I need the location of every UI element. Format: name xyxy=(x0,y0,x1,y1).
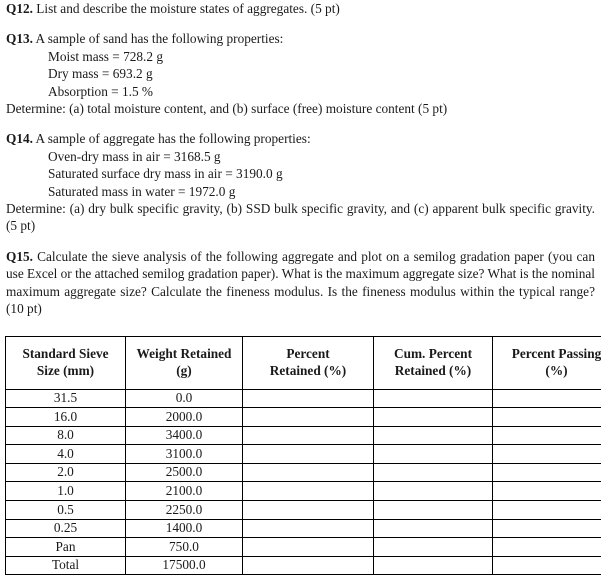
cell-sieve-size: 0.5 xyxy=(6,501,126,520)
table-row xyxy=(6,501,601,520)
q15-intro: Calculate the sieve analysis of the following aggregate and plot on a semilog gradation paper (you can use Excel or the attached semilog gradation paper). What is the maximum aggregate size? What is the nominal maximum aggregate size? Calculate the fineness modulus. Is the fineness modulus within the typical range? (10 pt) xyxy=(6,249,595,316)
q14-prompt xyxy=(6,130,595,147)
cell-cum-percent-retained[interactable] xyxy=(374,501,493,520)
cell-weight-retained: 3400.0 xyxy=(126,426,243,445)
cell-cum-percent-retained[interactable] xyxy=(374,556,493,575)
question-q15 xyxy=(0,248,601,318)
cell-percent-passing[interactable] xyxy=(493,445,601,464)
cell-weight-retained: 2000.0 xyxy=(126,408,243,427)
cell-sieve-size: Total xyxy=(6,556,126,575)
cell-cum-percent-retained[interactable] xyxy=(374,482,493,501)
cell-percent-passing[interactable] xyxy=(493,426,601,445)
spacer xyxy=(0,117,601,130)
q12-prompt xyxy=(6,0,595,17)
column-header-percent-retained-line2: Retained (%) xyxy=(245,363,371,380)
cell-percent-passing[interactable] xyxy=(493,538,601,557)
table-row xyxy=(6,538,601,557)
q15-label: Q15. xyxy=(6,249,33,264)
question-q12 xyxy=(0,0,601,17)
column-header-cum-percent-retained xyxy=(374,336,493,389)
q14-item-1: Saturated surface dry mass in air = 3190.0 g xyxy=(6,165,595,182)
cell-weight-retained: 17500.0 xyxy=(126,556,243,575)
cell-percent-retained[interactable] xyxy=(243,389,374,408)
q15-prompt xyxy=(6,248,595,318)
q14-label: Q14. xyxy=(6,131,33,146)
cell-cum-percent-retained[interactable] xyxy=(374,445,493,464)
q12-intro: List and describe the moisture states of aggregates. (5 pt) xyxy=(33,1,340,16)
table-row xyxy=(6,426,601,445)
q13-determine: Determine: (a) total moisture content, and (b) surface (free) moisture content (5 pt) xyxy=(6,100,595,117)
cell-percent-retained[interactable] xyxy=(243,408,374,427)
cell-cum-percent-retained[interactable] xyxy=(374,408,493,427)
column-header-cum-percent-retained-line2: Retained (%) xyxy=(376,363,490,380)
table-row xyxy=(6,389,601,408)
q13-prompt xyxy=(6,30,595,47)
cell-percent-passing[interactable] xyxy=(493,501,601,520)
cell-sieve-size: 2.0 xyxy=(6,463,126,482)
cell-cum-percent-retained[interactable] xyxy=(374,538,493,557)
cell-sieve-size: 16.0 xyxy=(6,408,126,427)
cell-sieve-size: 8.0 xyxy=(6,426,126,445)
spacer xyxy=(0,17,601,30)
cell-sieve-size: 0.25 xyxy=(6,519,126,538)
cell-percent-passing[interactable] xyxy=(493,408,601,427)
table-row xyxy=(6,556,601,575)
column-header-weight-retained-line2: (g) xyxy=(128,363,240,380)
table-row xyxy=(6,463,601,482)
cell-cum-percent-retained[interactable] xyxy=(374,463,493,482)
cell-percent-retained[interactable] xyxy=(243,445,374,464)
column-header-percent-passing-line2: (%) xyxy=(495,363,601,380)
question-q13 xyxy=(0,30,601,117)
q13-item-0: Moist mass = 728.2 g xyxy=(6,48,595,65)
spacer xyxy=(0,318,601,336)
table-row xyxy=(6,519,601,538)
q14-item-0: Oven-dry mass in air = 3168.5 g xyxy=(6,148,595,165)
cell-percent-retained[interactable] xyxy=(243,501,374,520)
q14-determine: Determine: (a) dry bulk specific gravity, (b) SSD bulk specific gravity, and (c) apparent bulk specific gravity. (5 pt) xyxy=(6,200,595,235)
q13-label: Q13. xyxy=(6,31,33,46)
cell-sieve-size: 31.5 xyxy=(6,389,126,408)
spacer xyxy=(0,235,601,248)
cell-weight-retained: 2500.0 xyxy=(126,463,243,482)
sieve-analysis-table xyxy=(5,336,601,575)
column-header-sieve-size-line2: Size (mm) xyxy=(8,363,123,380)
q13-item-2: Absorption = 1.5 % xyxy=(6,83,595,100)
cell-percent-passing[interactable] xyxy=(493,519,601,538)
table-header xyxy=(6,336,601,389)
table-row xyxy=(6,445,601,464)
question-q14 xyxy=(0,130,601,234)
cell-percent-retained[interactable] xyxy=(243,519,374,538)
cell-weight-retained: 3100.0 xyxy=(126,445,243,464)
cell-percent-retained[interactable] xyxy=(243,463,374,482)
cell-cum-percent-retained[interactable] xyxy=(374,389,493,408)
cell-percent-passing[interactable] xyxy=(493,556,601,575)
q14-intro: A sample of aggregate has the following properties: xyxy=(33,131,311,146)
column-header-percent-retained xyxy=(243,336,374,389)
column-header-weight-retained xyxy=(126,336,243,389)
cell-percent-retained[interactable] xyxy=(243,538,374,557)
cell-weight-retained: 750.0 xyxy=(126,538,243,557)
column-header-percent-passing xyxy=(493,336,601,389)
column-header-cum-percent-retained-line1: Cum. Percent xyxy=(376,346,490,363)
q14-item-2: Saturated mass in water = 1972.0 g xyxy=(6,183,595,200)
cell-percent-retained[interactable] xyxy=(243,482,374,501)
cell-sieve-size: 4.0 xyxy=(6,445,126,464)
cell-sieve-size: Pan xyxy=(6,538,126,557)
cell-weight-retained: 1400.0 xyxy=(126,519,243,538)
column-header-percent-passing-line1: Percent Passing xyxy=(495,346,601,363)
table-body xyxy=(6,389,601,575)
cell-sieve-size: 1.0 xyxy=(6,482,126,501)
cell-cum-percent-retained[interactable] xyxy=(374,426,493,445)
column-header-weight-retained-line1: Weight Retained xyxy=(128,346,240,363)
table-header-row xyxy=(6,336,601,389)
cell-weight-retained: 2250.0 xyxy=(126,501,243,520)
cell-weight-retained: 0.0 xyxy=(126,389,243,408)
q12-label: Q12. xyxy=(6,1,33,16)
column-header-sieve-size-line1: Standard Sieve xyxy=(8,346,123,363)
cell-percent-retained[interactable] xyxy=(243,426,374,445)
cell-weight-retained: 2100.0 xyxy=(126,482,243,501)
table-row xyxy=(6,482,601,501)
cell-percent-passing[interactable] xyxy=(493,482,601,501)
q13-item-1: Dry mass = 693.2 g xyxy=(6,65,595,82)
column-header-percent-retained-line1: Percent xyxy=(245,346,371,363)
q13-intro: A sample of sand has the following properties: xyxy=(33,31,283,46)
cell-percent-retained[interactable] xyxy=(243,556,374,575)
cell-cum-percent-retained[interactable] xyxy=(374,519,493,538)
cell-percent-passing[interactable] xyxy=(493,389,601,408)
table-row xyxy=(6,408,601,427)
cell-percent-passing[interactable] xyxy=(493,463,601,482)
column-header-sieve-size xyxy=(6,336,126,389)
